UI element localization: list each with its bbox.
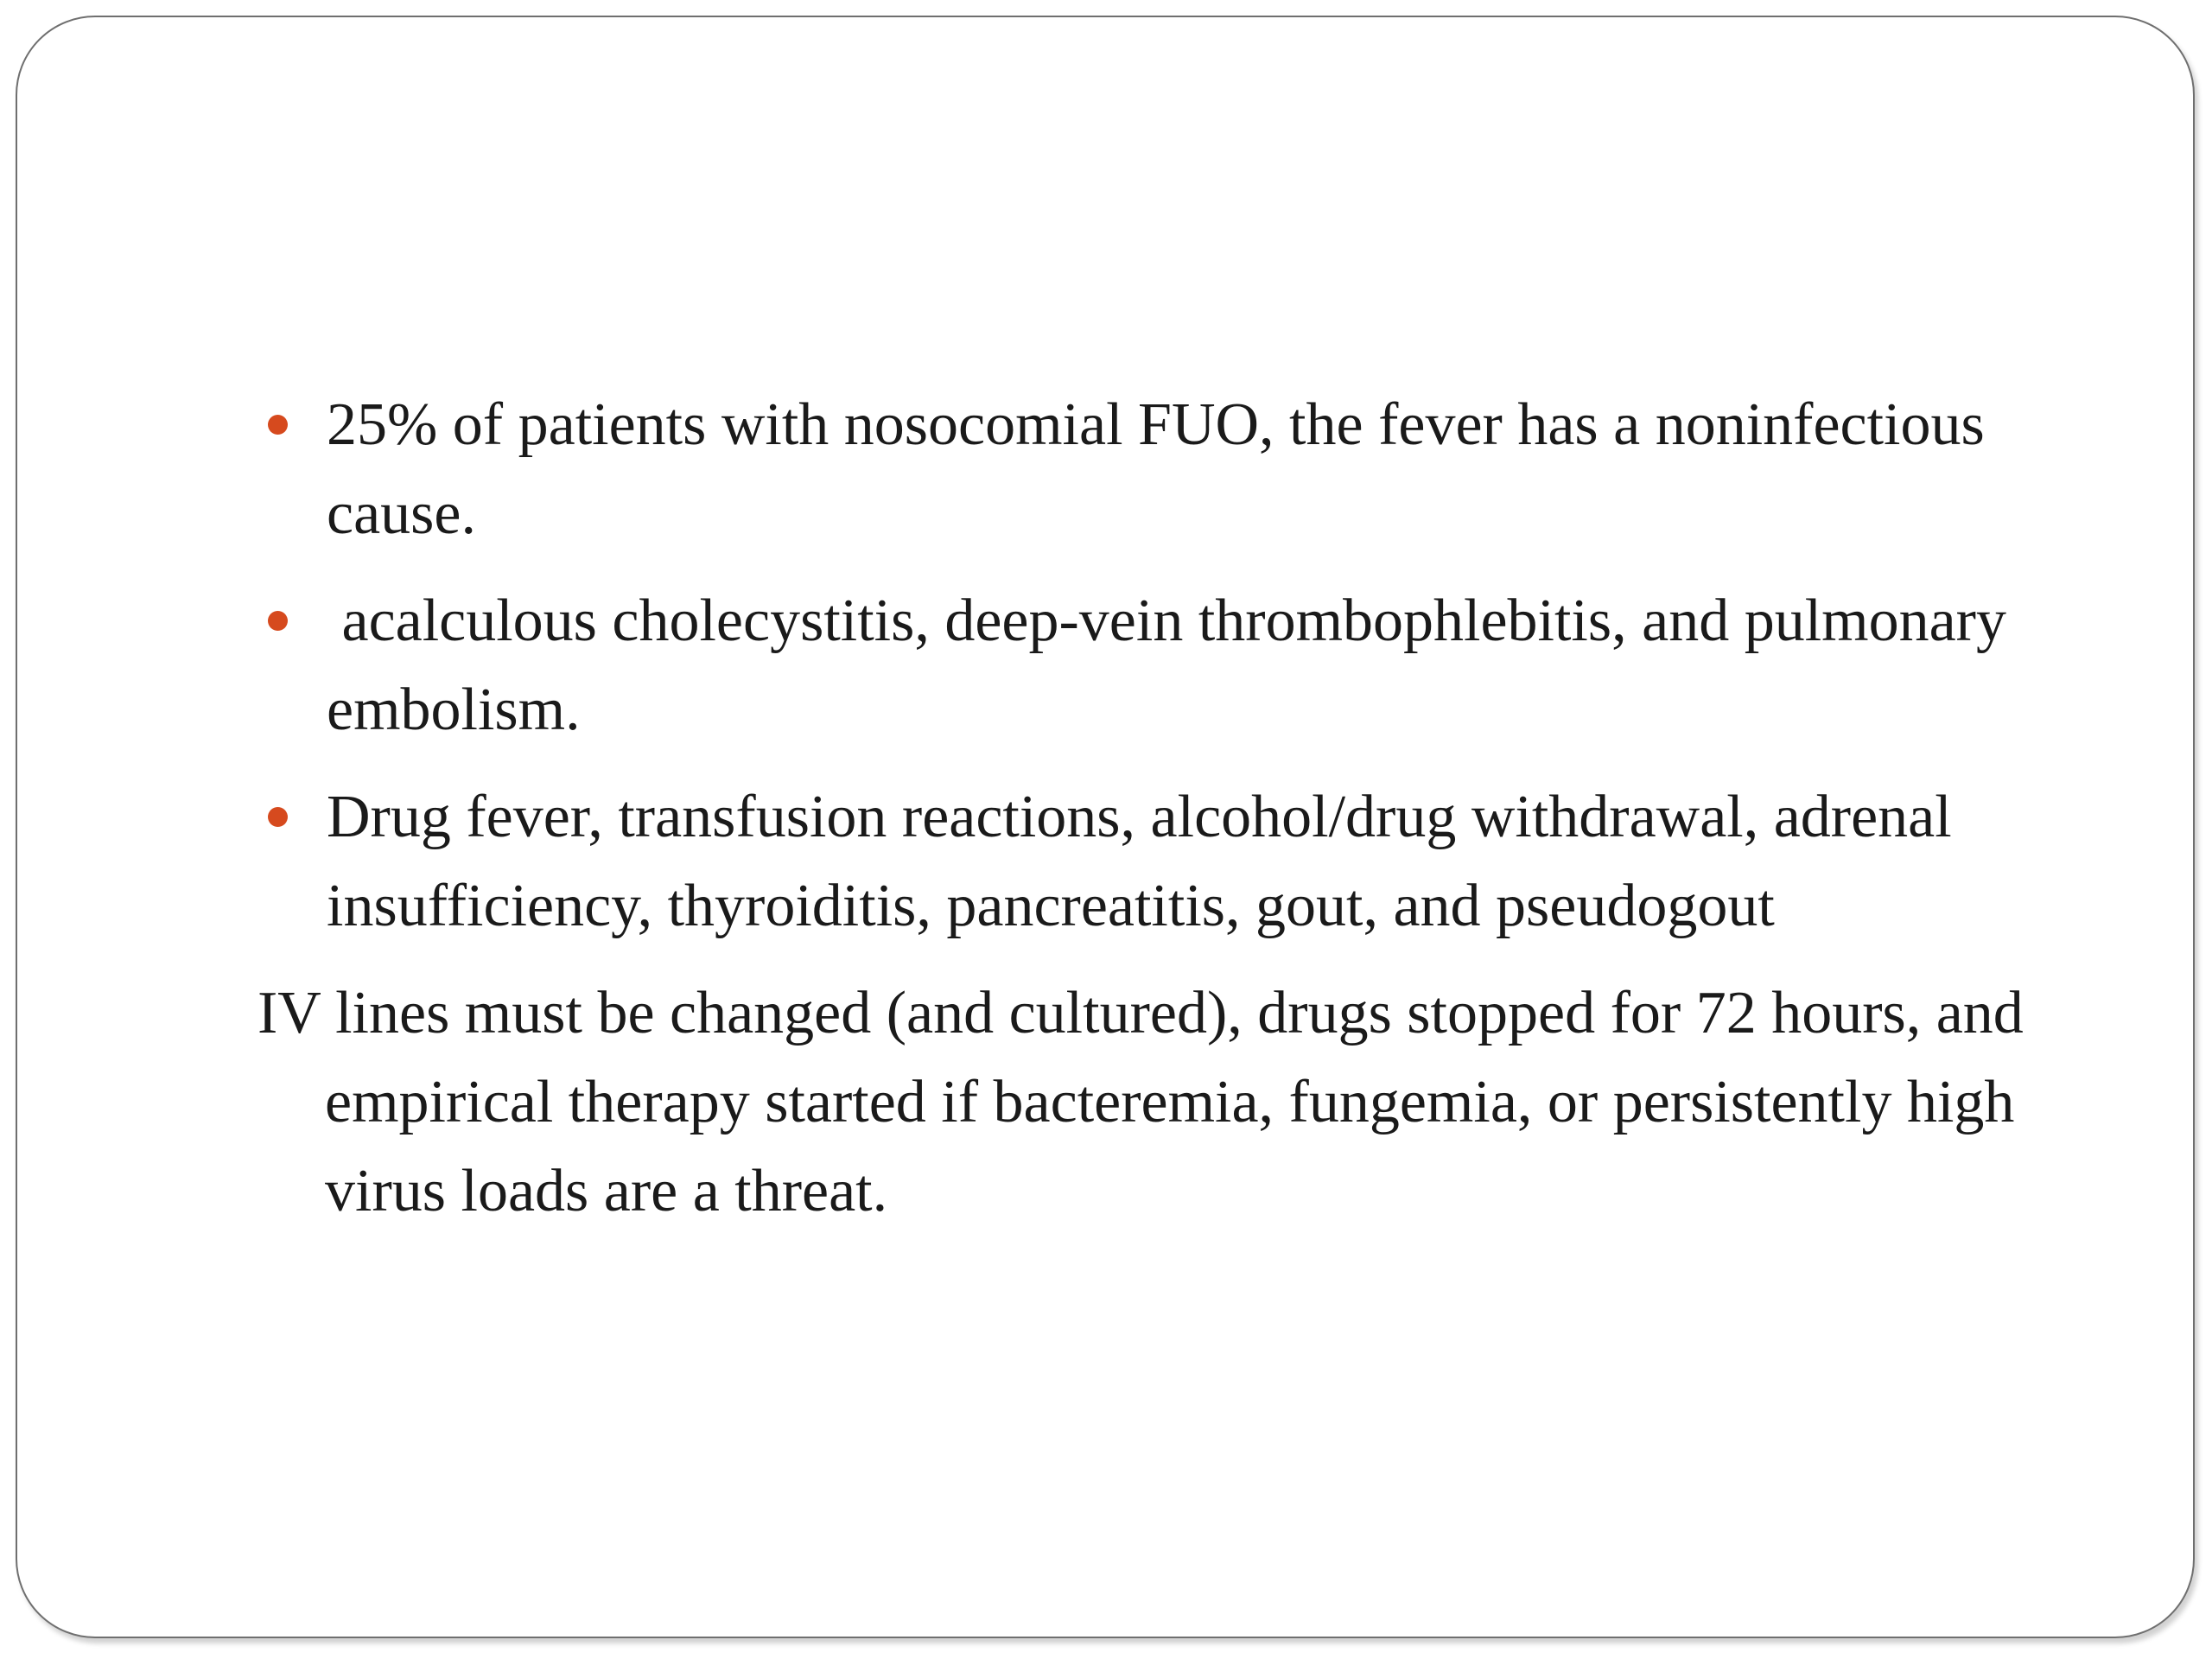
bullet-text: Drug fever, transfusion reactions, alcohol/drug withdrawal, adrenal insufficiency, thyroiditis, pancreatitis, gout, and pseudogout [327, 784, 1952, 939]
bullet-dot-icon [268, 611, 288, 631]
closing-paragraph: IV lines must be changed (and cultured), drugs stopped for 72 hours, and empirical therapy started if bacteremia, fungemia, or persistently high virus loads are a threat. [257, 980, 2024, 1224]
bullet-item-3 [257, 772, 2124, 950]
bullet-dot-icon [268, 807, 288, 827]
bullet-text: 25% of patients with nosocomial FUO, the fever has a noninfectious cause. [327, 391, 1985, 547]
bullet-text: acalculous cholecystitis, deep-vein thrombophlebitis, and pulmonary embolism. [327, 588, 2022, 743]
bullet-item-2 [257, 576, 2124, 754]
slide-frame [16, 16, 2195, 1638]
slide-content [257, 380, 2124, 1254]
bullet-dot-icon [268, 415, 288, 435]
bullet-item-1 [257, 380, 2124, 558]
